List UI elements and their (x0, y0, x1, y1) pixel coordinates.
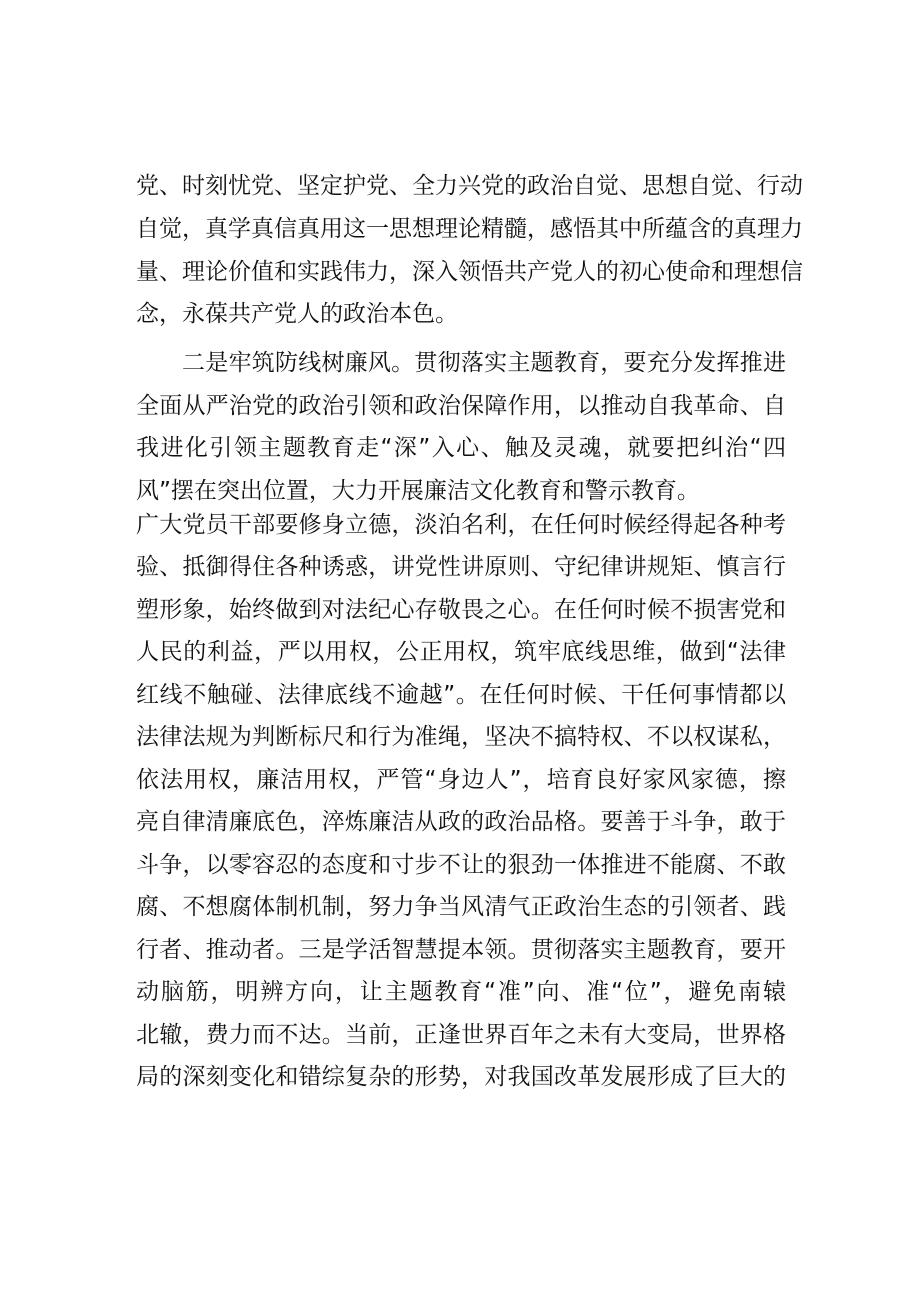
text-line-3: 量、理论价值和实践伟力，深入领悟共产党人的初心使命和理想信 (136, 259, 803, 285)
text-line-19: 行者、推动者。三是学活智慧提本领。贯彻落实主题教育，要开 (136, 937, 786, 963)
text-line-10: 验、抵御得住各种诱惑，讲党性讲原则、守纪律讲规矩、慎言行 (136, 554, 786, 580)
paragraph-heading-line: 二是牢筑防线树廉风。贯彻落实主题教育，要充分发挥推进 (182, 350, 786, 376)
text-line-21: 北辙，费力而不达。当前，正逢世界百年之未有大变局，世界格 (136, 1022, 786, 1048)
text-line-17: 斗争，以零容忍的态度和寸步不让的狠劲一体推进不能腐、不敢 (136, 852, 786, 878)
text-line-2: 自觉，真学真信真用这一思想理论精髓，感悟其中所蕴含的真理力 (136, 216, 803, 242)
text-line-8: 风”摆在突出位置，大力开展廉洁文化教育和警示教育。 (136, 478, 700, 504)
text-line-6: 全面从严治党的政治引领和政治保障作用，以推动自我革命、自 (136, 393, 786, 419)
text-line-22: 局的深刻变化和错综复杂的形势，对我国改革发展形成了巨大的 (136, 1064, 786, 1090)
text-line-14: 法律法规为判断标尺和行为准绳，坚决不搞特权、不以权谋私， (136, 724, 786, 750)
text-line-11: 塑形象，始终做到对法纪心存敬畏之心。在任何时候不损害党和 (136, 597, 786, 623)
text-line-4: 念，永葆共产党人的政治本色。 (136, 301, 458, 327)
text-line-13: 红线不触碰、法律底线不逾越”。在任何时候、干任何事情都以 (136, 682, 786, 708)
text-line-1: 党、时刻忧党、坚定护党、全力兴党的政治自觉、思想自觉、行动 (136, 173, 803, 199)
text-line-7: 我进化引领主题教育走“深”入心、触及灵魂，就要把纠治“四 (136, 435, 786, 461)
text-line-9: 广大党员干部要修身立德，淡泊名利，在任何时候经得起各种考 (136, 512, 786, 538)
text-line-16: 亮自律清廉底色，淬炼廉洁从政的政治品格。要善于斗争，敢于 (136, 809, 786, 835)
text-line-12: 人民的利益，严以用权，公正用权，筑牢底线思维，做到“法律 (136, 639, 786, 665)
text-line-15: 依法用权，廉洁用权，严管“身边人”，培育良好家风家德，擦 (136, 767, 786, 793)
text-line-20: 动脑筋，明辨方向，让主题教育“准”向、准“位”，避免南辕 (136, 979, 786, 1005)
text-line-18: 腐、不想腐体制机制，努力争当风清气正政治生态的引领者、践 (136, 894, 786, 920)
